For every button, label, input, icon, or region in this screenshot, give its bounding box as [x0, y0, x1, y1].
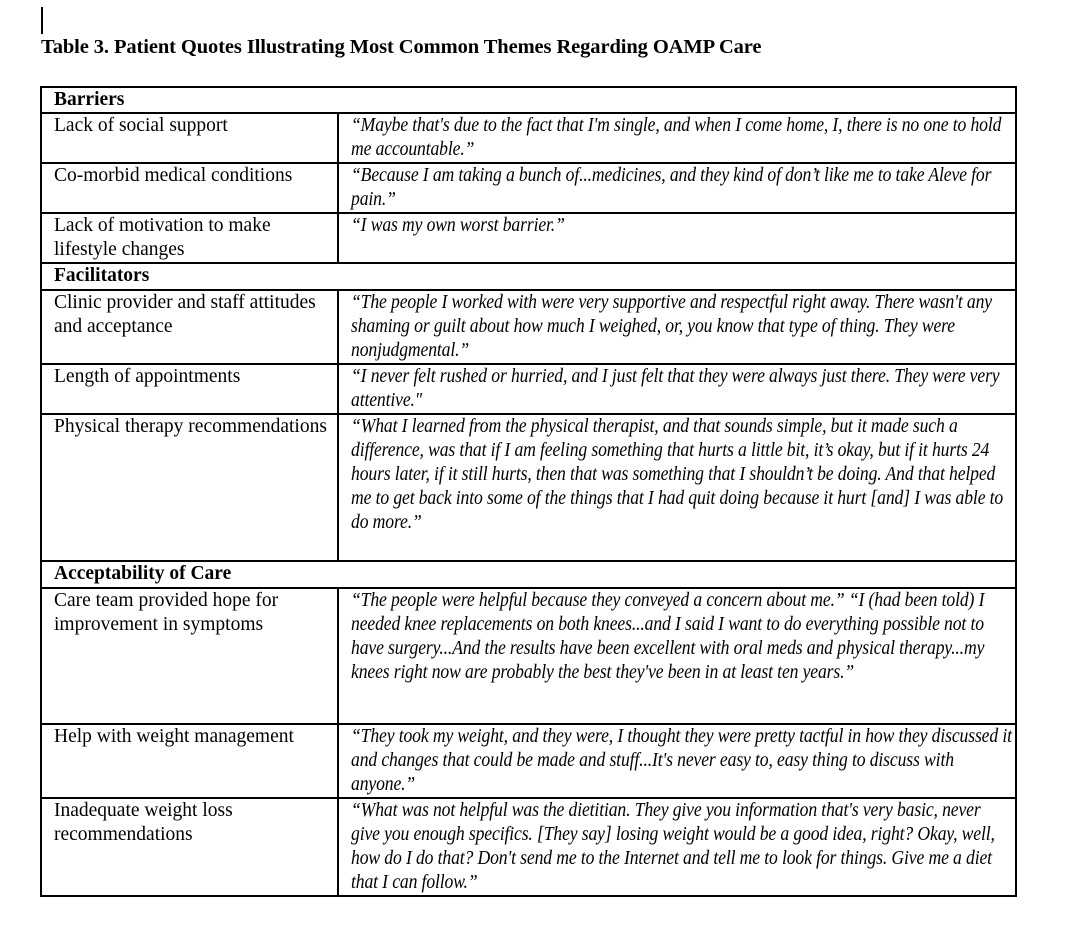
section-header-row	[41, 561, 1016, 588]
table-row	[41, 290, 1016, 364]
quote-cell	[338, 113, 1016, 163]
section-heading-facilitators: Facilitators	[41, 263, 1016, 290]
theme-cell: Length of appointments	[41, 364, 338, 414]
table-row	[41, 414, 1016, 561]
table-row	[41, 588, 1016, 724]
quote-text: “I was my own worst barrier.”	[351, 215, 565, 236]
table-row	[41, 113, 1016, 163]
section-header-row	[41, 263, 1016, 290]
quote-cell	[338, 213, 1016, 263]
quote-cell	[338, 290, 1016, 364]
theme-cell: Help with weight management	[41, 724, 338, 798]
quote-text: “What was not helpful was the dietitian. They give you information that's very basic, never give you enough specifics. [They say] losing weight would be a good idea, right? Okay, well, how do I do that? Don't send me to the Internet and tell me to look for things. Give me a diet that I can follow.”	[351, 800, 995, 893]
quote-cell	[338, 414, 1016, 561]
quote-text: “What I learned from the physical therapist, and that sounds simple, but it made such a difference, was that if I am feeling something that hurts a little bit, it’s okay, but if it hurts 24 hours later, if it still hurts, then that was something that I shouldn’t be doing. And that helped me to get back into some of the things that I had quit doing because it hurt [and] I was able to do more.”	[351, 416, 1004, 533]
quote-text: “I never felt rushed or hurried, and I just felt that they were always just there. They were very attentive."	[351, 366, 1000, 411]
theme-cell: Care team provided hope for improvement in symptoms	[41, 588, 338, 724]
theme-cell: Lack of social support	[41, 113, 338, 163]
quote-text: “The people were helpful because they conveyed a concern about me.” “I (had been told) I needed knee replacements on both knees...and I said I want to do everything possible not to have surgery...And the results have been excellent with oral meds and physical therapy...my knees right now are probably the best they've been in at least ten years.”	[351, 590, 985, 683]
patient-quotes-table	[40, 86, 1017, 897]
quote-cell	[338, 364, 1016, 414]
quote-text: “They took my weight, and they were, I thought they were pretty tactful in how they discussed it and changes that could be made and stuff...It's never easy to, easy thing to discuss with anyone.”	[351, 726, 1012, 795]
quote-cell	[338, 588, 1016, 724]
table-row	[41, 163, 1016, 213]
quote-text: “The people I worked with were very supportive and respectful right away. There wasn't any shaming or guilt about how much I weighed, or, you know that type of thing. They were nonjudgmental.”	[351, 292, 993, 361]
theme-cell: Clinic provider and staff attitudes and acceptance	[41, 290, 338, 364]
section-heading-acceptability: Acceptability of Care	[41, 561, 1016, 588]
table-row	[41, 798, 1016, 896]
table-row	[41, 364, 1016, 414]
quote-text: “Because I am taking a bunch of...medicines, and they kind of don’t like me to take Aleve for pain.”	[351, 165, 992, 210]
quote-cell	[338, 163, 1016, 213]
section-heading-barriers: Barriers	[41, 87, 1016, 113]
quote-cell	[338, 798, 1016, 896]
text-cursor	[41, 7, 43, 34]
quote-cell	[338, 724, 1016, 798]
theme-cell: Lack of motivation to make lifestyle changes	[41, 213, 338, 263]
theme-cell: Physical therapy recommendations	[41, 414, 338, 561]
quote-text: “Maybe that's due to the fact that I'm single, and when I come home, I, there is no one to hold me accountable.”	[351, 115, 1002, 160]
section-header-row	[41, 87, 1016, 113]
table-title: Table 3. Patient Quotes Illustrating Most Common Themes Regarding OAMP Care	[41, 36, 762, 58]
theme-cell: Inadequate weight loss recommendations	[41, 798, 338, 896]
theme-cell: Co-morbid medical conditions	[41, 163, 338, 213]
table-row	[41, 724, 1016, 798]
table-row	[41, 213, 1016, 263]
